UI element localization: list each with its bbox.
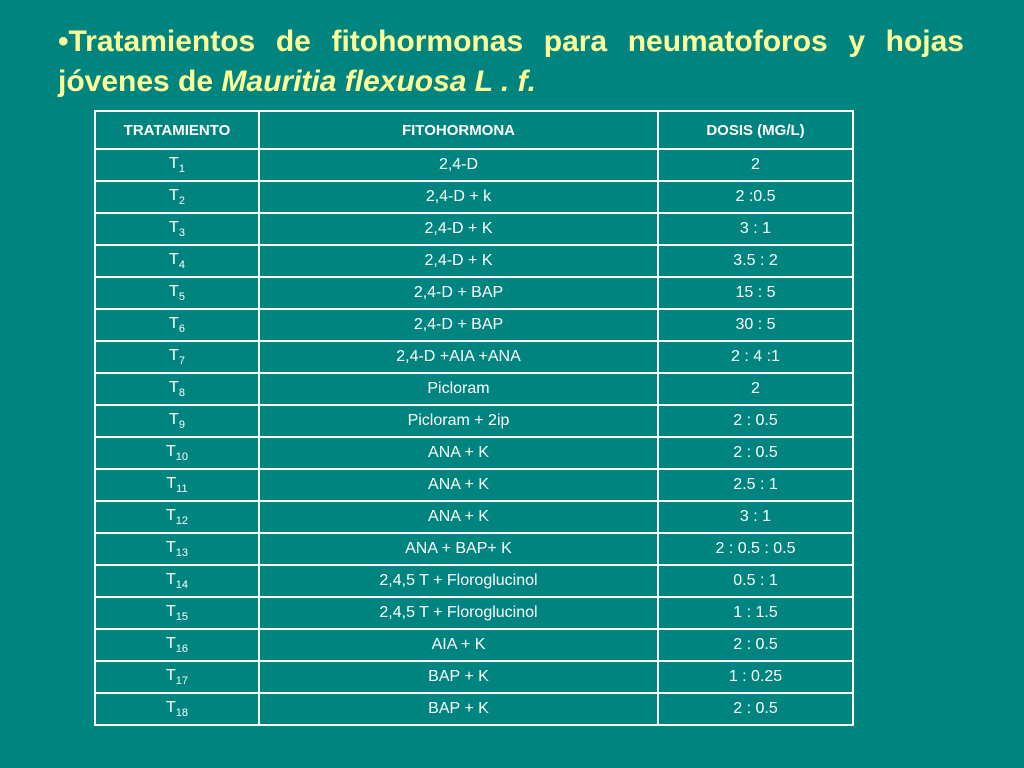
treatment-number: 16 bbox=[175, 643, 189, 656]
treatment-letter: T bbox=[169, 346, 179, 364]
cell-tratamiento bbox=[95, 469, 259, 501]
treatment-number: 15 bbox=[175, 611, 189, 624]
treatment-number: 17 bbox=[175, 675, 189, 688]
cell-dosis: 0.5 : 1 bbox=[658, 565, 853, 597]
cell-tratamiento bbox=[95, 661, 259, 693]
cell-fitohormona: ANA + K bbox=[259, 437, 658, 469]
cell-fitohormona: BAP + K bbox=[259, 661, 658, 693]
table-row bbox=[95, 405, 853, 437]
treatment-number: 9 bbox=[178, 419, 185, 432]
cell-dosis: 1 : 0.25 bbox=[658, 661, 853, 693]
table-row bbox=[95, 149, 853, 181]
table-row bbox=[95, 469, 853, 501]
title-text: Tratamientos de fitohormonas para neumatoforos y hojas jóvenes de bbox=[58, 25, 964, 98]
treatment-letter: T bbox=[169, 250, 179, 268]
cell-tratamiento bbox=[95, 245, 259, 277]
treatment-number: 13 bbox=[175, 547, 189, 560]
treatment-letter: T bbox=[169, 218, 179, 236]
cell-dosis: 15 : 5 bbox=[658, 277, 853, 309]
treatment-letter: T bbox=[169, 314, 179, 332]
table-row bbox=[95, 661, 853, 693]
cell-fitohormona: 2,4-D bbox=[259, 149, 658, 181]
table-row bbox=[95, 597, 853, 629]
cell-fitohormona: ANA + BAP+ K bbox=[259, 533, 658, 565]
table-row bbox=[95, 629, 853, 661]
cell-tratamiento bbox=[95, 501, 259, 533]
cell-dosis: 3 : 1 bbox=[658, 501, 853, 533]
cell-tratamiento bbox=[95, 149, 259, 181]
cell-tratamiento bbox=[95, 693, 259, 725]
cell-fitohormona: Picloram + 2ip bbox=[259, 405, 658, 437]
cell-fitohormona: 2,4,5 T + Floroglucinol bbox=[259, 597, 658, 629]
treatment-number: 4 bbox=[178, 259, 185, 272]
header-dosis: DOSIS (MG/L) bbox=[658, 111, 853, 149]
cell-tratamiento bbox=[95, 565, 259, 597]
cell-fitohormona: 2,4-D + k bbox=[259, 181, 658, 213]
cell-dosis: 2 : 0.5 bbox=[658, 405, 853, 437]
table-row bbox=[95, 437, 853, 469]
treatment-letter: T bbox=[165, 570, 176, 588]
cell-fitohormona: 2,4-D +AIA +ANA bbox=[259, 341, 658, 373]
cell-dosis: 2 : 0.5 bbox=[658, 693, 853, 725]
table-row bbox=[95, 181, 853, 213]
treatment-letter: T bbox=[165, 666, 176, 684]
treatment-letter: T bbox=[169, 186, 179, 204]
treatment-number: 10 bbox=[175, 451, 189, 464]
treatment-letter: T bbox=[166, 474, 177, 492]
table-row bbox=[95, 213, 853, 245]
table-row bbox=[95, 693, 853, 725]
treatment-number: 7 bbox=[178, 355, 185, 368]
cell-fitohormona: ANA + K bbox=[259, 501, 658, 533]
cell-dosis: 3.5 : 2 bbox=[658, 245, 853, 277]
table-row bbox=[95, 533, 853, 565]
cell-fitohormona: Picloram bbox=[259, 373, 658, 405]
cell-dosis: 2 :0.5 bbox=[658, 181, 853, 213]
table-row bbox=[95, 277, 853, 309]
treatment-letter: T bbox=[165, 506, 176, 524]
cell-tratamiento bbox=[95, 309, 259, 341]
cell-tratamiento bbox=[95, 181, 259, 213]
cell-tratamiento bbox=[95, 373, 259, 405]
treatment-number: 12 bbox=[175, 515, 189, 528]
cell-fitohormona: AIA + K bbox=[259, 629, 658, 661]
cell-fitohormona: ANA + K bbox=[259, 469, 658, 501]
cell-dosis: 2 : 0.5 bbox=[658, 437, 853, 469]
cell-fitohormona: 2,4-D + K bbox=[259, 213, 658, 245]
cell-tratamiento bbox=[95, 437, 259, 469]
cell-tratamiento bbox=[95, 533, 259, 565]
cell-fitohormona: 2,4-D + K bbox=[259, 245, 658, 277]
cell-dosis: 2 bbox=[658, 373, 853, 405]
cell-dosis: 2 : 0.5 : 0.5 bbox=[658, 533, 853, 565]
table-row bbox=[95, 309, 853, 341]
cell-dosis: 30 : 5 bbox=[658, 309, 853, 341]
table-header-row bbox=[95, 111, 853, 149]
cell-fitohormona: BAP + K bbox=[259, 693, 658, 725]
treatment-number: 11 bbox=[176, 483, 188, 496]
treatment-letter: T bbox=[165, 634, 176, 652]
treatment-number: 14 bbox=[175, 579, 189, 592]
treatment-number: 6 bbox=[178, 323, 185, 336]
cell-dosis: 1 : 1.5 bbox=[658, 597, 853, 629]
table-row bbox=[95, 501, 853, 533]
treatment-letter: T bbox=[165, 698, 176, 716]
treatment-letter: T bbox=[169, 378, 179, 396]
treatment-number: 8 bbox=[178, 387, 185, 400]
cell-tratamiento bbox=[95, 405, 259, 437]
cell-tratamiento bbox=[95, 629, 259, 661]
treatment-letter: T bbox=[165, 538, 176, 556]
cell-fitohormona: 2,4-D + BAP bbox=[259, 277, 658, 309]
cell-tratamiento bbox=[95, 597, 259, 629]
cell-tratamiento bbox=[95, 341, 259, 373]
treatment-number: 3 bbox=[178, 227, 185, 240]
cell-tratamiento bbox=[95, 277, 259, 309]
title-species-name: Mauritia flexuosa L . f. bbox=[221, 65, 536, 98]
treatment-letter: T bbox=[169, 154, 179, 172]
cell-dosis: 2.5 : 1 bbox=[658, 469, 853, 501]
treatment-number: 18 bbox=[175, 707, 189, 720]
table-body bbox=[95, 149, 853, 725]
cell-dosis: 2 : 4 :1 bbox=[658, 341, 853, 373]
table-row bbox=[95, 245, 853, 277]
table-row bbox=[95, 565, 853, 597]
treatment-number: 5 bbox=[178, 291, 185, 304]
cell-fitohormona: 2,4,5 T + Floroglucinol bbox=[259, 565, 658, 597]
treatment-letter: T bbox=[165, 442, 176, 460]
treatment-number: 1 bbox=[178, 163, 185, 176]
cell-dosis: 2 : 0.5 bbox=[658, 629, 853, 661]
header-fitohormona: FITOHORMONA bbox=[259, 111, 658, 149]
title-bullet: • bbox=[58, 25, 69, 58]
cell-dosis: 3 : 1 bbox=[658, 213, 853, 245]
treatment-letter: T bbox=[169, 282, 179, 300]
treatment-number: 2 bbox=[178, 195, 185, 208]
cell-dosis: 2 bbox=[658, 149, 853, 181]
treatment-letter: T bbox=[169, 410, 179, 428]
header-tratamiento: TRATAMIENTO bbox=[95, 111, 259, 149]
slide-title bbox=[58, 22, 964, 102]
treatment-letter: T bbox=[165, 602, 176, 620]
treatments-table bbox=[94, 110, 854, 726]
cell-fitohormona: 2,4-D + BAP bbox=[259, 309, 658, 341]
table-row bbox=[95, 373, 853, 405]
table-row bbox=[95, 341, 853, 373]
cell-tratamiento bbox=[95, 213, 259, 245]
